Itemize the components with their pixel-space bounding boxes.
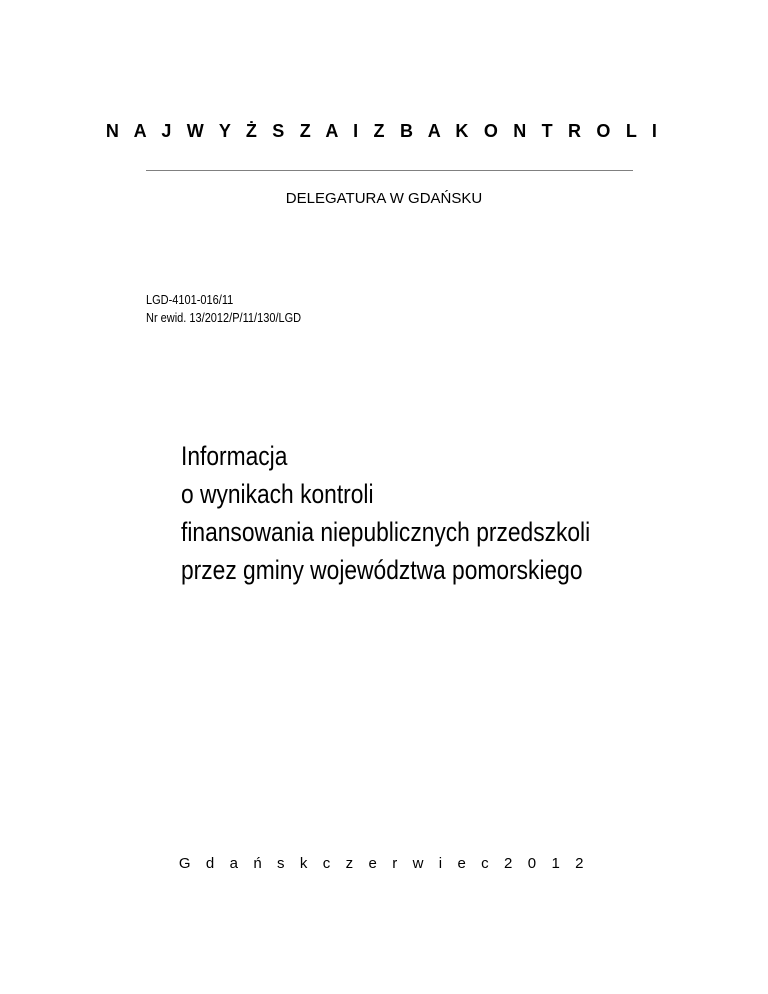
organization-name: N A J W Y Ż S Z A I Z B A K O N T R O L I <box>105 121 663 141</box>
title-line: Informacja <box>181 441 288 471</box>
header-divider <box>146 170 633 171</box>
place-and-date: G d a ń s k c z e r w i e c 2 0 1 2 <box>178 855 590 872</box>
title-line: przez gminy województwa pomorskiego <box>181 555 583 585</box>
title-line: o wynikach kontroli <box>181 479 374 509</box>
reference-block <box>146 291 301 327</box>
branch-name: DELEGATURA W GDAŃSKU <box>285 190 483 207</box>
registry-number: Nr ewid. 13/2012/P/11/130/LGD <box>146 311 302 325</box>
title-line: finansowania niepublicznych przedszkoli <box>181 517 591 547</box>
case-number: LGD-4101-016/11 <box>146 293 234 307</box>
report-title <box>181 437 590 589</box>
